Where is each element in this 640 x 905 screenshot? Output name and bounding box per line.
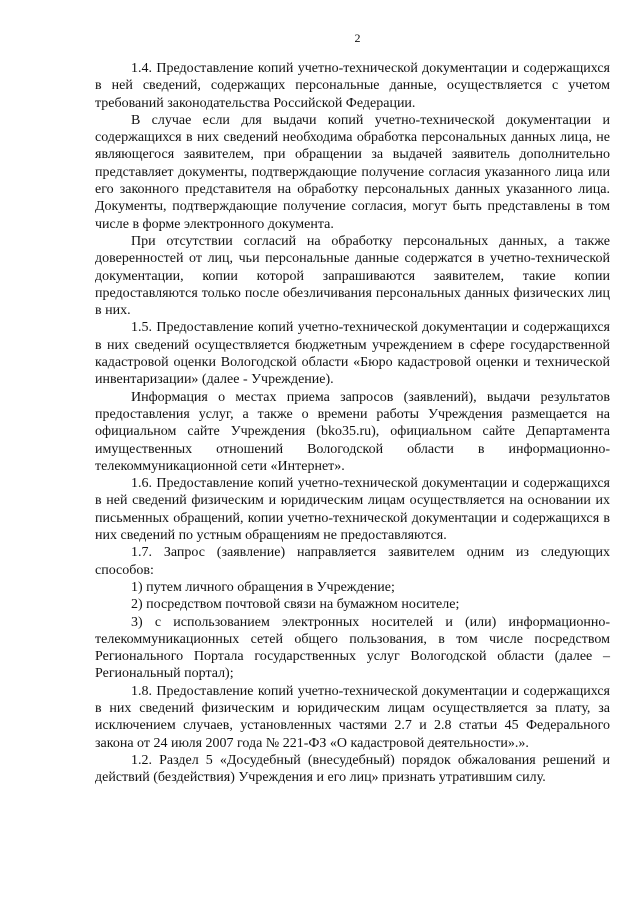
paragraph-1-4: 1.4. Предоставление копий учетно-технической документации и содержащихся в ней сведений, содержащих персональные данные, осуществляется с учетом требований законодательства Российской Федерации. — [95, 61, 610, 111]
paragraph-no-consent: При отсутствии согласий на обработку персональных данных, а также доверенностей от лиц, чьи персональные данные содержатся в учетно-технической документации, копии которой запрашиваются заявителем, такие копии предоставляются только после обезличивания персональных данных физических лиц в них. — [95, 233, 610, 319]
paragraph-1-2-section-5: 1.2. Раздел 5 «Досудебный (внесудебный) порядок обжалования решений и действий (бездействия) Учреждения и его лиц» признать утратившим силу. — [95, 752, 610, 786]
paragraph-1-6: 1.6. Предоставление копий учетно-технической документации и содержащихся в ней сведений физическим и юридическим лицам осуществляется на основании их письменных обращений, копии учетно-технической документации и содержащихся в них сведений по устным обращениям не предоставляются. — [95, 476, 610, 544]
paragraph-personal-data-consent: В случае если для выдачи копий учетно-технической документации и содержащихся в них сведений необходима обработка персональных данных лица, не являющегося заявителем, при обращении за выдачей заявитель дополнительно представляет документы, подтверждающие получение согласия указанного лица или его законного представителя на обработку персональных данных указанного лица. Документы, подтверждающие получение согласия, могут быть представлены в том числе в форме электронного документа. — [95, 112, 610, 232]
list-item-1: 1) путем личного обращения в Учреждение; — [131, 579, 395, 595]
paragraph-1-8: 1.8. Предоставление копий учетно-технической документации и содержащихся в них сведений физическим и юридическим лицам осуществляется за плату, за исключением случаев, установленных частями 2.7 и 2.8 статьи 45 Федерального закона от 24 июля 2007 года № 221-ФЗ «О кадастровой деятельности».». — [95, 683, 610, 751]
document-body — [95, 60, 610, 786]
paragraph-1-7: 1.7. Запрос (заявление) направляется заявителем одним из следующих способов: — [95, 545, 610, 578]
list-item-3: 3) с использованием электронных носителей и (или) информационно-телекоммуникационных сетей общего пользования, в том числе посредством Регионального Портала государственных услуг Вологодской области (далее – Региональный портал); — [95, 614, 610, 682]
list-item-2: 2) посредством почтовой связи на бумажном носителе; — [131, 597, 460, 613]
paragraph-1-5: 1.5. Предоставление копий учетно-технической документации и содержащихся в них сведений осуществляется бюджетным учреждением в сфере государственной кадастровой оценки Вологодской области «Бюро кадастровой оценки и технической инвентаризации» (далее - Учреждение). — [95, 320, 610, 388]
paragraph-reception-info: Информация о местах приема запросов (заявлений), выдачи результатов предоставления услуг, а также о времени работы Учреждения размещается на официальном сайте Учреждения (bko35.ru), официальном сайте Департамента имущественных отношений Вологодской области в информационно-телекоммуникационной сети «Интернет». — [95, 389, 610, 474]
page-number: 2 — [354, 31, 361, 45]
